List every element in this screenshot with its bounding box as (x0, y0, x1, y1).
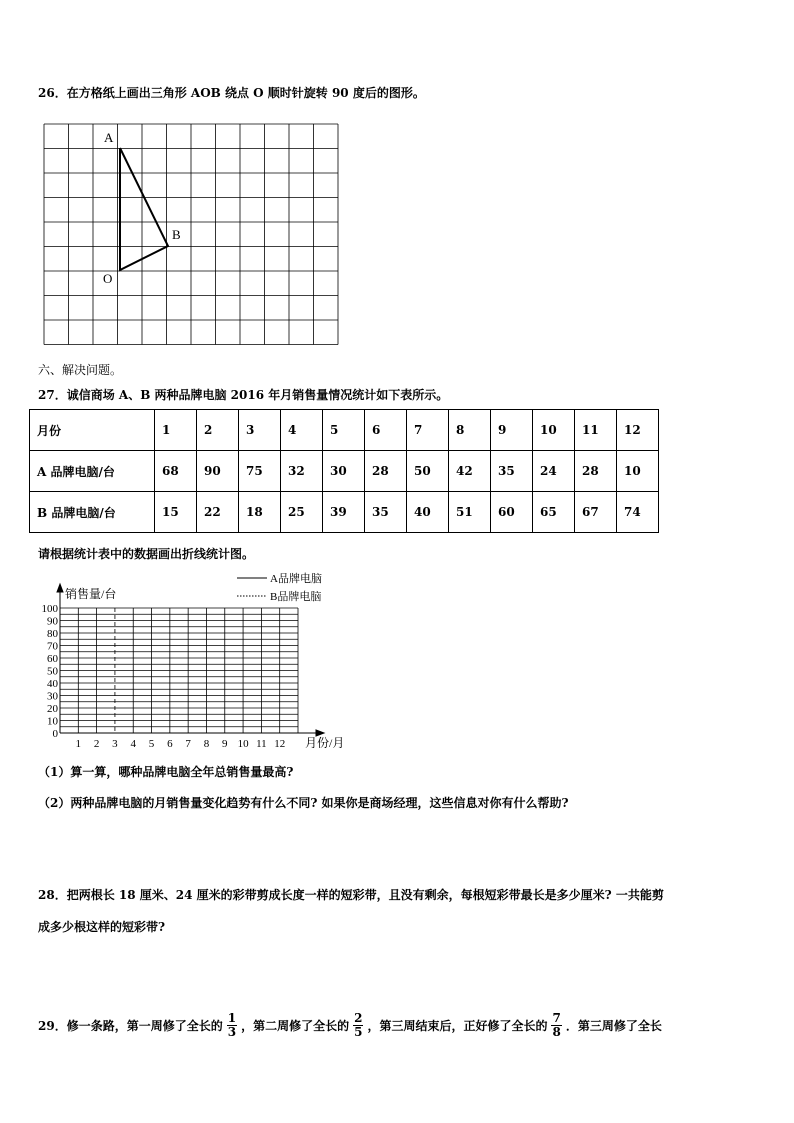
value-cell: 24 (533, 451, 575, 492)
x-tick-label: 4 (130, 738, 136, 750)
label-a: A (104, 130, 114, 145)
value-cell: 39 (323, 492, 365, 533)
y-axis-label: 销售量/台 (65, 587, 117, 601)
x-tick-label: 2 (93, 738, 100, 750)
month-cell: 2 (197, 410, 239, 451)
value-cell: 74 (617, 492, 659, 533)
question-26-text: 26．在方格纸上画出三角形 AOB 绕点 O 顺时针旋转 90 度后的图形。 (38, 86, 425, 100)
fraction-denominator: 8 (552, 1025, 561, 1039)
chart-instruction: 请根据统计表中的数据画出折线统计图。 (38, 547, 255, 561)
value-cell: 32 (281, 451, 323, 492)
fraction-denominator: 3 (227, 1025, 237, 1039)
month-cell: 6 (365, 410, 407, 451)
y-tick-label: 10 (47, 715, 58, 728)
question-28-line2: 成多少根这样的短彩带? (38, 920, 166, 934)
y-tick-label: 30 (47, 690, 58, 703)
value-cell: 42 (449, 451, 491, 492)
table-header-row (30, 410, 659, 451)
value-cell: 30 (323, 451, 365, 492)
x-tick-label: 6 (167, 738, 173, 750)
grid-figure (40, 120, 342, 346)
sales-table (29, 409, 659, 533)
y-tick-label: 60 (47, 653, 58, 665)
table-row-brand-b (30, 492, 659, 533)
value-cell: 65 (533, 492, 575, 533)
month-cell: 5 (323, 410, 365, 451)
legend-label-b: B品牌电脑 (270, 591, 322, 603)
x-tick-label: 7 (185, 738, 191, 750)
subquestion-1: （1）算一算，哪种品牌电脑全年总销售量最高? (38, 765, 294, 779)
fraction-numerator: 1 (227, 1011, 237, 1025)
y-tick-label: 20 (47, 703, 58, 715)
fraction-numerator: 7 (552, 1011, 561, 1025)
x-tick-label: 5 (148, 738, 155, 750)
x-tick-label: 11 (256, 738, 267, 750)
value-cell: 35 (491, 451, 533, 492)
value-cell: 68 (155, 451, 197, 492)
label-b: B (172, 227, 181, 242)
table-row-brand-a (30, 451, 659, 492)
value-cell: 51 (449, 492, 491, 533)
month-cell: 8 (449, 410, 491, 451)
section-title: 六、解决问题。 (38, 363, 123, 377)
value-cell: 90 (197, 451, 239, 492)
q29-part4: ．第三周修了全长 (565, 1019, 662, 1033)
question-28-line1: 28．把两根长 18 厘米、24 厘米的彩带剪成长度一样的短彩带，且没有剩余，每根短彩带最长是多少厘米? 一共能剪 (38, 888, 664, 902)
fraction-2 (353, 1012, 363, 1039)
fraction-numerator: 2 (354, 1011, 363, 1025)
table-header-cell: 月份 (30, 410, 155, 451)
value-cell: 28 (575, 451, 617, 492)
y-tick-label: 50 (47, 665, 58, 678)
row-label: A 品牌电脑/台 (30, 451, 155, 492)
value-cell: 50 (407, 451, 449, 492)
value-cell: 60 (491, 492, 533, 533)
fraction-3 (551, 1012, 561, 1039)
x-tick-label: 3 (112, 738, 118, 750)
month-cell: 7 (407, 410, 449, 451)
y-axis-arrow (57, 584, 63, 592)
y-tick-label: 100 (41, 603, 58, 615)
row-label: B 品牌电脑/台 (30, 492, 155, 533)
value-cell: 25 (281, 492, 323, 533)
subquestion-2: （2）两种品牌电脑的月销售量变化趋势有什么不同? 如果你是商场经理，这些信息对你有什么帮助? (38, 796, 569, 810)
value-cell: 22 (197, 492, 239, 533)
question-29 (38, 1012, 662, 1039)
line-chart (30, 566, 350, 756)
y-tick-label: 0 (52, 728, 58, 740)
q29-part1: 29．修一条路，第一周修了全长的 (38, 1019, 223, 1033)
month-cell: 4 (281, 410, 323, 451)
y-tick-label: 80 (47, 628, 58, 640)
x-tick-label: 8 (203, 738, 210, 750)
value-cell: 40 (407, 492, 449, 533)
x-axis-label: 月份/月 (305, 736, 345, 750)
month-cell: 1 (155, 410, 197, 451)
value-cell: 35 (365, 492, 407, 533)
month-cell: 12 (617, 410, 659, 451)
question-27-text: 27．诚信商场 A、B 两种品牌电脑 2016 年月销售量情况统计如下表所示。 (38, 388, 449, 402)
month-cell: 10 (533, 410, 575, 451)
q29-part2: ，第二周修了全长的 (241, 1019, 350, 1033)
value-cell: 67 (575, 492, 617, 533)
value-cell: 18 (239, 492, 281, 533)
value-cell: 10 (617, 451, 659, 492)
y-tick-label: 70 (47, 640, 58, 653)
y-tick-label: 90 (47, 615, 58, 628)
x-tick-label: 12 (274, 738, 286, 750)
value-cell: 75 (239, 451, 281, 492)
value-cell: 15 (155, 492, 197, 533)
legend-label-a: A品牌电脑 (270, 573, 322, 585)
month-cell: 9 (491, 410, 533, 451)
month-cell: 11 (575, 410, 617, 451)
fraction-1 (227, 1012, 237, 1039)
month-cell: 3 (239, 410, 281, 451)
y-tick-label: 40 (47, 678, 58, 690)
triangle-aob (120, 148, 168, 270)
x-tick-label: 9 (222, 738, 228, 750)
x-tick-label: 1 (75, 738, 82, 750)
value-cell: 28 (365, 451, 407, 492)
fraction-denominator: 5 (354, 1025, 363, 1039)
q29-part3: ，第三周结束后，正好修了全长的 (367, 1019, 548, 1033)
label-o: O (103, 271, 113, 286)
x-tick-label: 10 (237, 738, 249, 750)
